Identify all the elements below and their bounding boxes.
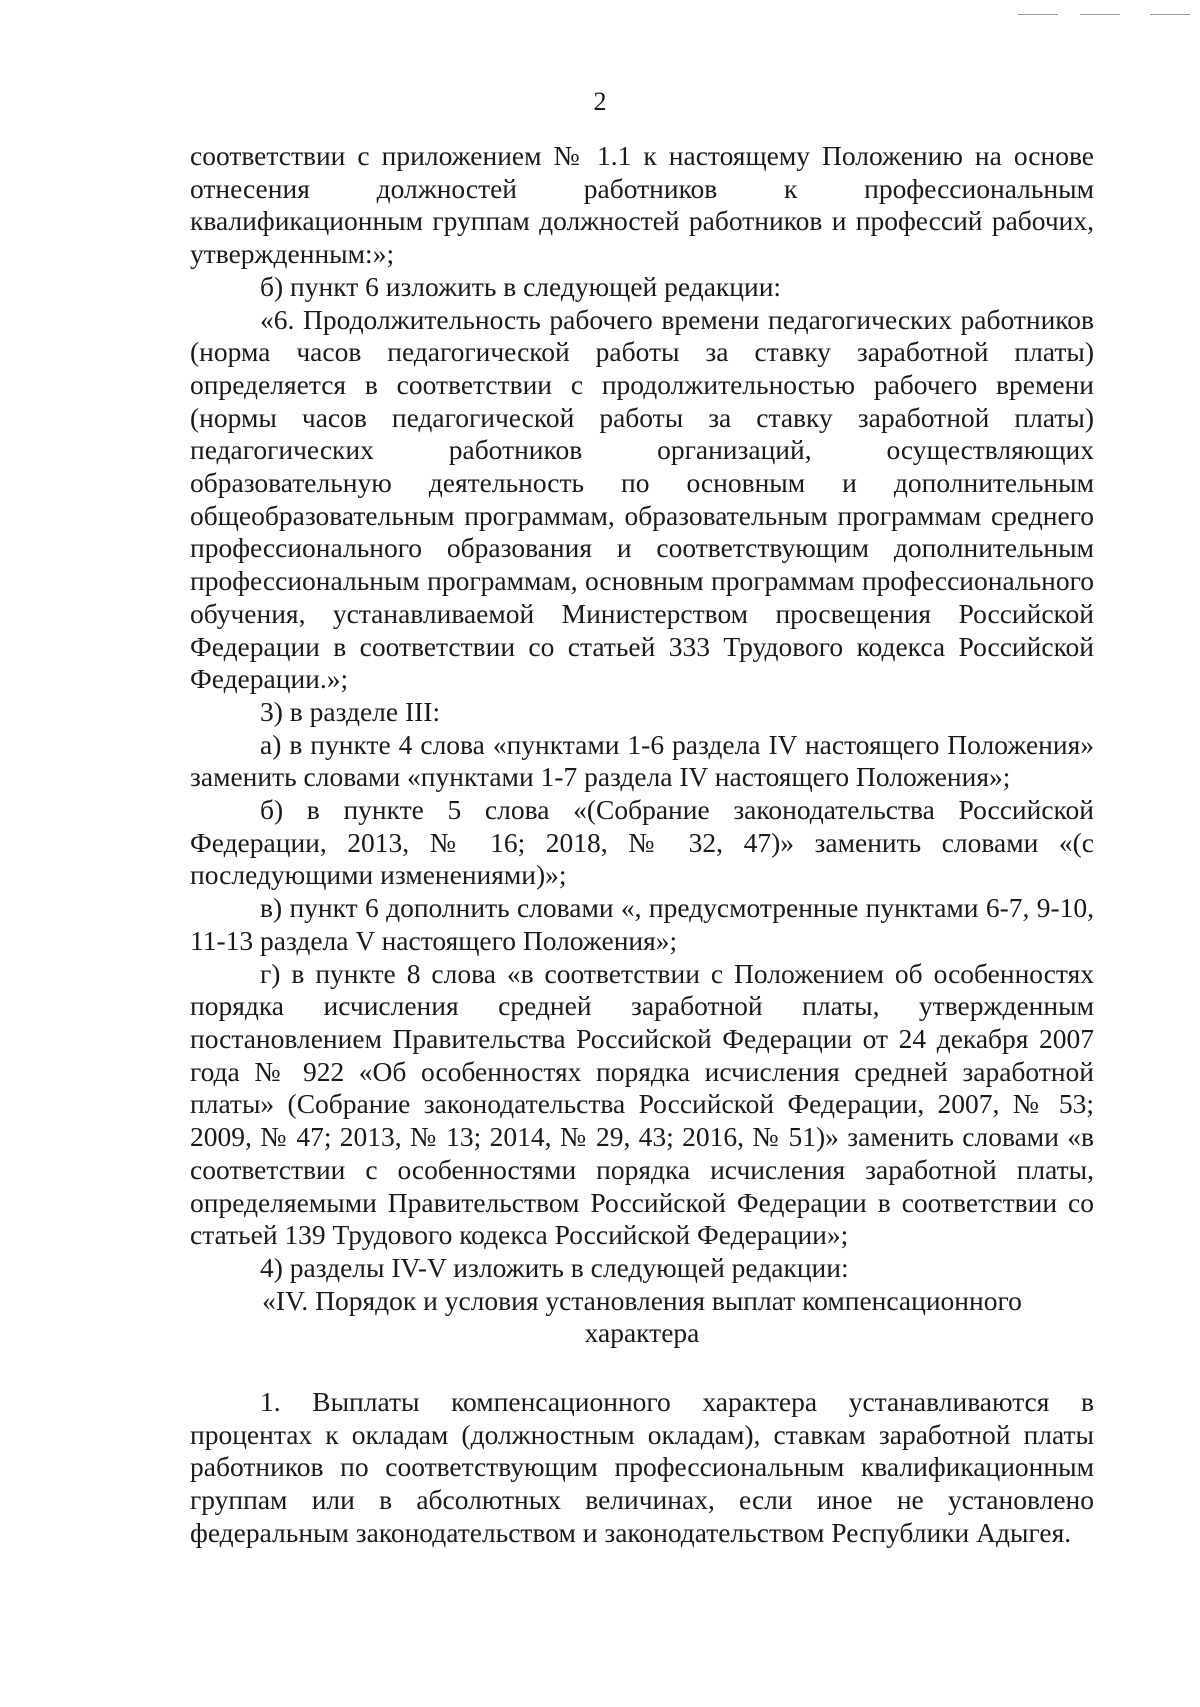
document-body	[190, 140, 1094, 1550]
section-heading-continuation: характера	[584, 1317, 700, 1349]
spacer	[190, 1350, 1094, 1386]
section-paragraph: 1. Выплаты компенсационного характера устанавливаются в процентах к окладам (должностным окладам), ставкам заработной платы работников по соответствующим профессиональным квалификационным группам или в абсолютных величинах, если иное не установлено федеральным законодательством и законодательством Республики Адыгея.	[190, 1386, 1094, 1548]
paragraph: 3) в разделе III:	[260, 695, 441, 727]
paragraph: а) в пункте 4 слова «пунктами 1-6 раздела IV настоящего Положения» заменить словами «пунктами 1-7 раздела IV настоящего Положения»;	[190, 728, 1094, 793]
paragraph: «6. Продолжительность рабочего времени педагогических работников (норма часов педагогической работы за ставку заработной платы) определяется в соответствии с продолжительностью рабочего времени (нормы часов педагогической работы за ставку заработной платы) педагогических работников организаций, осуществляющих образовательную деятельность по основным и дополнительным общеобразовательным программам, образовательным программам среднего профессионального образования и соответствующим дополнительным профессиональным программам, основным программам профессионального обучения, устанавливаемой Министерством просвещения Российской Федерации в соответствии со статьей 333 Трудового кодекса Российской Федерации.»;	[190, 303, 1094, 695]
paragraph: соответствии с приложением № 1.1 к настоящему Положению на основе отнесения должностей работников к профессиональным квалификационным группам должностей работников и профессий рабочих, утвержденным:»;	[190, 140, 1094, 270]
scan-mark	[1150, 14, 1190, 15]
scan-mark	[1080, 14, 1120, 15]
scan-mark	[1018, 14, 1058, 15]
paragraph: б) в пункте 5 слова «(Собрание законодательства Российской Федерации, 2013, № 16; 2018, № 32, 47)» заменить словами «(с последующими изменениями)»;	[190, 794, 1094, 891]
paragraph: г) в пункте 8 слова «в соответствии с Положением об особенностях порядка исчисления средней заработной платы, утвержденным постановлением Правительства Российской Федерации от 24 декабря 2007 года № 922 «Об особенностях порядка исчисления средней заработной платы» (Собрание законодательства Российской Федерации, 2007, № 53; 2009, № 47; 2013, № 13; 2014, № 29, 43; 2016, № 51)» заменить словами «в соответствии с особенностями порядка исчисления заработной платы, определяемыми Правительством Российской Федерации в соответствии со статьей 139 Трудового кодекса Российской Федерации»;	[190, 957, 1094, 1251]
paragraph: в) пункт 6 дополнить словами «, предусмотренные пунктами 6-7, 9-10, 11-13 раздела V настоящего Положения»;	[190, 892, 1094, 956]
page-number: 2	[593, 87, 607, 116]
section-heading: «IV. Порядок и условия установления выплат компенсационного	[262, 1284, 1022, 1316]
paragraph: 4) разделы IV-V изложить в следующей редакции:	[260, 1251, 849, 1283]
paragraph: б) пункт 6 изложить в следующей редакции:	[260, 270, 782, 302]
